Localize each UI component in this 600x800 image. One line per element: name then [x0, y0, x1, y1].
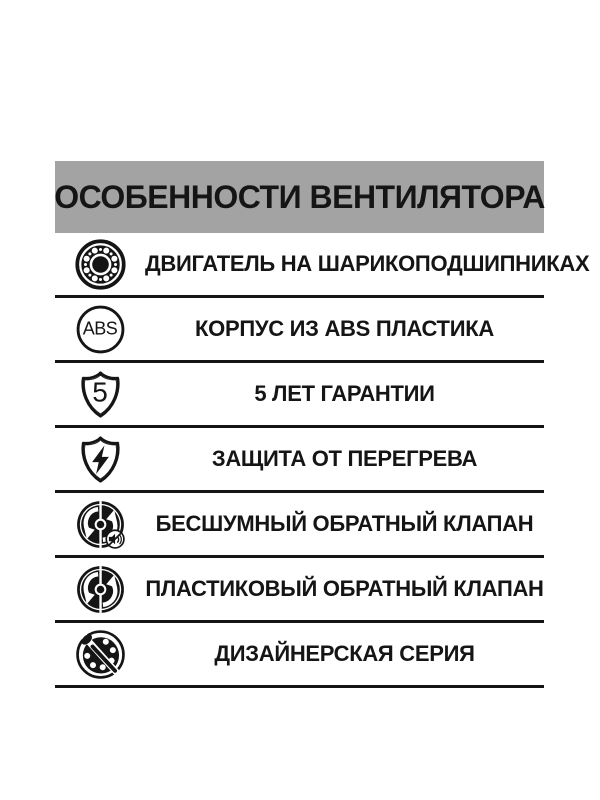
feature-row: [55, 298, 544, 363]
features-list: [55, 233, 590, 688]
header-bar: [55, 161, 544, 233]
warranty-shield-icon: [55, 363, 145, 425]
feature-label: ДИЗАЙНЕРСКАЯ СЕРИЯ: [214, 641, 475, 666]
abs-plastic-icon: [55, 298, 145, 360]
feature-label: 5 ЛЕТ ГАРАНТИИ: [254, 381, 435, 406]
feature-row: [55, 428, 544, 493]
plastic-check-valve-icon: [55, 558, 145, 620]
feature-label: ДВИГАТЕЛЬ НА ШАРИКОПОДШИПНИКАХ: [145, 251, 590, 276]
features-panel: [54, 161, 590, 688]
feature-row: [55, 363, 544, 428]
feature-label: КОРПУС ИЗ ABS ПЛАСТИКА: [195, 316, 494, 341]
page-title: ОСОБЕННОСТИ ВЕНТИЛЯТОРА: [54, 178, 545, 215]
overheat-protection-icon: [55, 428, 145, 490]
feature-label: ПЛАСТИКОВЫЙ ОБРАТНЫЙ КЛАПАН: [145, 576, 544, 601]
feature-label: ЗАЩИТА ОТ ПЕРЕГРЕВА: [211, 446, 478, 471]
feature-row: [55, 623, 544, 688]
feature-label: БЕСШУМНЫЙ ОБРАТНЫЙ КЛАПАН: [155, 511, 534, 536]
feature-row: [55, 558, 544, 623]
feature-row: [55, 233, 590, 298]
icon-inline-label: ABS: [82, 318, 118, 339]
icon-inline-label: 5: [92, 376, 108, 408]
designer-palette-icon: [55, 623, 145, 685]
silent-check-valve-icon: [55, 493, 145, 555]
ball-bearing-icon: [55, 233, 145, 295]
feature-row: [55, 493, 544, 558]
